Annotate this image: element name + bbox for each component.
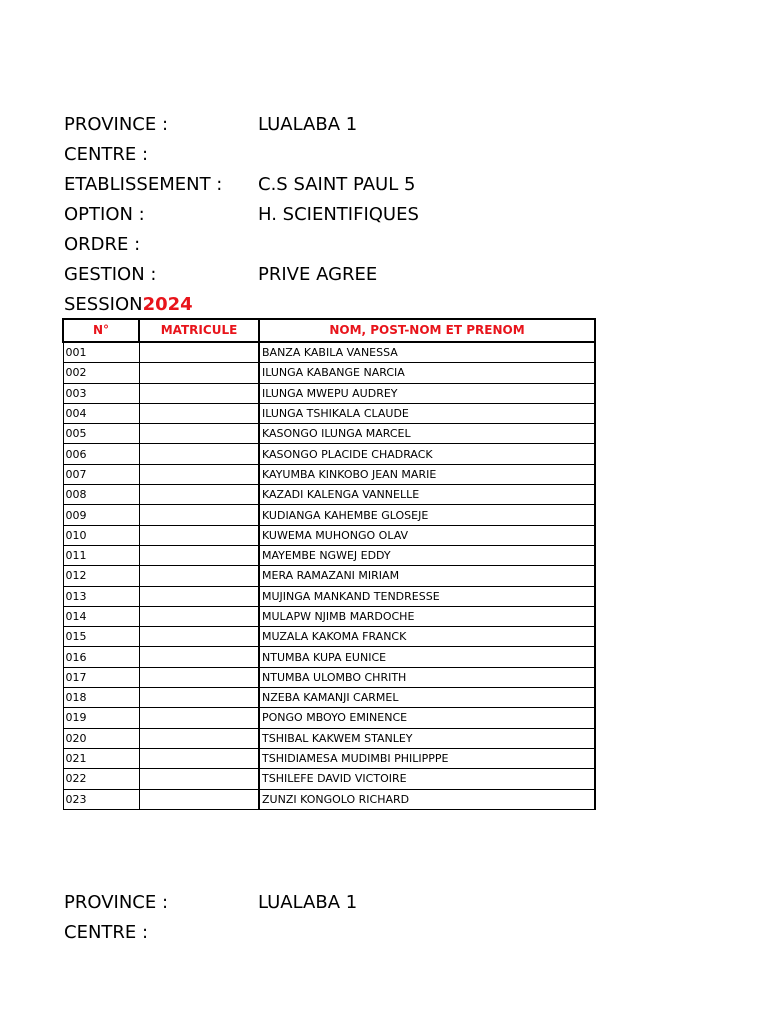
etablissement-label: ETABLISSEMENT : [64, 174, 223, 195]
row-matricule-cell [139, 728, 259, 748]
option-value: H. SCIENTIFIQUES [258, 204, 419, 225]
row-name-cell: TSHILEFE DAVID VICTOIRE [259, 769, 595, 789]
row-matricule-cell [139, 485, 259, 505]
row-number-cell: 015 [63, 627, 139, 647]
table-row [63, 769, 595, 789]
row-name-cell: KASONGO PLACIDE CHADRACK [259, 444, 595, 464]
option-label: OPTION : [64, 204, 145, 225]
centre-row-second [64, 918, 624, 948]
row-number-cell: 021 [63, 748, 139, 768]
row-number-cell: 004 [63, 403, 139, 423]
etablissement-row [64, 170, 624, 200]
table-row [63, 789, 595, 809]
row-matricule-cell [139, 586, 259, 606]
row-matricule-cell [139, 363, 259, 383]
table-row [63, 363, 595, 383]
row-matricule-cell [139, 424, 259, 444]
row-name-cell: NZEBA KAMANJI CARMEL [259, 688, 595, 708]
row-name-cell: PONGO MBOYO EMINENCE [259, 708, 595, 728]
row-number-cell: 023 [63, 789, 139, 809]
table-row [63, 342, 595, 363]
row-number-cell: 003 [63, 383, 139, 403]
row-matricule-cell [139, 789, 259, 809]
column-header-matricule: MATRICULE [139, 319, 259, 342]
row-matricule-cell [139, 748, 259, 768]
province-row [64, 110, 624, 140]
province-value: LUALABA 1 [258, 114, 358, 135]
row-matricule-cell [139, 444, 259, 464]
table-body [63, 342, 595, 809]
centre-label-second: CENTRE : [64, 922, 149, 943]
session-row [64, 290, 624, 320]
column-header-name: NOM, POST-NOM ET PRENOM [259, 319, 595, 342]
row-number-cell: 010 [63, 525, 139, 545]
row-name-cell: NTUMBA ULOMBO CHRITH [259, 667, 595, 687]
table-row [63, 728, 595, 748]
ordre-row [64, 230, 624, 260]
row-matricule-cell [139, 525, 259, 545]
table-row [63, 647, 595, 667]
gestion-value: PRIVE AGREE [258, 264, 378, 285]
province-value-second: LUALABA 1 [258, 892, 358, 913]
row-number-cell: 002 [63, 363, 139, 383]
gestion-row [64, 260, 624, 290]
row-matricule-cell [139, 647, 259, 667]
row-number-cell: 016 [63, 647, 139, 667]
row-name-cell: ILUNGA MWEPU AUDREY [259, 383, 595, 403]
row-number-cell: 018 [63, 688, 139, 708]
row-matricule-cell [139, 505, 259, 525]
province-row-second [64, 888, 624, 918]
table-row [63, 464, 595, 484]
row-matricule-cell [139, 606, 259, 626]
row-matricule-cell [139, 566, 259, 586]
column-header-number: N° [63, 319, 139, 342]
row-number-cell: 001 [63, 342, 139, 363]
row-name-cell: TSHIBAL KAKWEM STANLEY [259, 728, 595, 748]
table-header-row [63, 319, 595, 342]
row-number-cell: 007 [63, 464, 139, 484]
row-matricule-cell [139, 464, 259, 484]
table-row [63, 403, 595, 423]
table-row [63, 505, 595, 525]
table-row [63, 485, 595, 505]
row-matricule-cell [139, 383, 259, 403]
row-name-cell: MAYEMBE NGWEJ EDDY [259, 545, 595, 565]
row-number-cell: 017 [63, 667, 139, 687]
table-row [63, 383, 595, 403]
row-number-cell: 005 [63, 424, 139, 444]
table-row [63, 424, 595, 444]
row-name-cell: TSHIDIAMESA MUDIMBI PHILIPPPE [259, 748, 595, 768]
row-matricule-cell [139, 708, 259, 728]
table-row [63, 667, 595, 687]
row-name-cell: ILUNGA KABANGE NARCIA [259, 363, 595, 383]
row-name-cell: MERA RAMAZANI MIRIAM [259, 566, 595, 586]
second-header-block [64, 888, 624, 948]
table-row [63, 566, 595, 586]
row-name-cell: MULAPW NJIMB MARDOCHE [259, 606, 595, 626]
header-block [64, 110, 624, 320]
row-number-cell: 012 [63, 566, 139, 586]
row-name-cell: NTUMBA KUPA EUNICE [259, 647, 595, 667]
row-matricule-cell [139, 769, 259, 789]
row-matricule-cell [139, 545, 259, 565]
table-row [63, 688, 595, 708]
table-row [63, 627, 595, 647]
row-name-cell: BANZA KABILA VANESSA [259, 342, 595, 363]
row-number-cell: 013 [63, 586, 139, 606]
student-roster-table [62, 318, 596, 810]
ordre-label: ORDRE : [64, 234, 141, 255]
row-matricule-cell [139, 667, 259, 687]
row-matricule-cell [139, 403, 259, 423]
row-name-cell: ZUNZI KONGOLO RICHARD [259, 789, 595, 809]
row-number-cell: 008 [63, 485, 139, 505]
table-row [63, 545, 595, 565]
option-row [64, 200, 624, 230]
row-number-cell: 014 [63, 606, 139, 626]
row-name-cell: MUZALA KAKOMA FRANCK [259, 627, 595, 647]
centre-row [64, 140, 624, 170]
row-matricule-cell [139, 627, 259, 647]
centre-label: CENTRE : [64, 144, 149, 165]
row-name-cell: MUJINGA MANKAND TENDRESSE [259, 586, 595, 606]
row-name-cell: KASONGO ILUNGA MARCEL [259, 424, 595, 444]
table-row [63, 748, 595, 768]
row-name-cell: KAZADI KALENGA VANNELLE [259, 485, 595, 505]
session-year: 2024 [142, 294, 193, 315]
row-number-cell: 022 [63, 769, 139, 789]
row-name-cell: KAYUMBA KINKOBO JEAN MARIE [259, 464, 595, 484]
session-label-group [64, 290, 193, 320]
row-matricule-cell [139, 688, 259, 708]
row-number-cell: 019 [63, 708, 139, 728]
table-row [63, 606, 595, 626]
row-name-cell: KUWEMA MUHONGO OLAV [259, 525, 595, 545]
table-row [63, 708, 595, 728]
table-row [63, 586, 595, 606]
province-label: PROVINCE : [64, 114, 169, 135]
table-row [63, 525, 595, 545]
row-matricule-cell [139, 342, 259, 363]
row-number-cell: 011 [63, 545, 139, 565]
row-number-cell: 009 [63, 505, 139, 525]
row-name-cell: KUDIANGA KAHEMBE GLOSEJE [259, 505, 595, 525]
gestion-label: GESTION : [64, 264, 157, 285]
row-name-cell: ILUNGA TSHIKALA CLAUDE [259, 403, 595, 423]
table-row [63, 444, 595, 464]
session-label: SESSION [64, 294, 143, 315]
row-number-cell: 020 [63, 728, 139, 748]
row-number-cell: 006 [63, 444, 139, 464]
province-label-second: PROVINCE : [64, 892, 169, 913]
etablissement-value: C.S SAINT PAUL 5 [258, 174, 416, 195]
